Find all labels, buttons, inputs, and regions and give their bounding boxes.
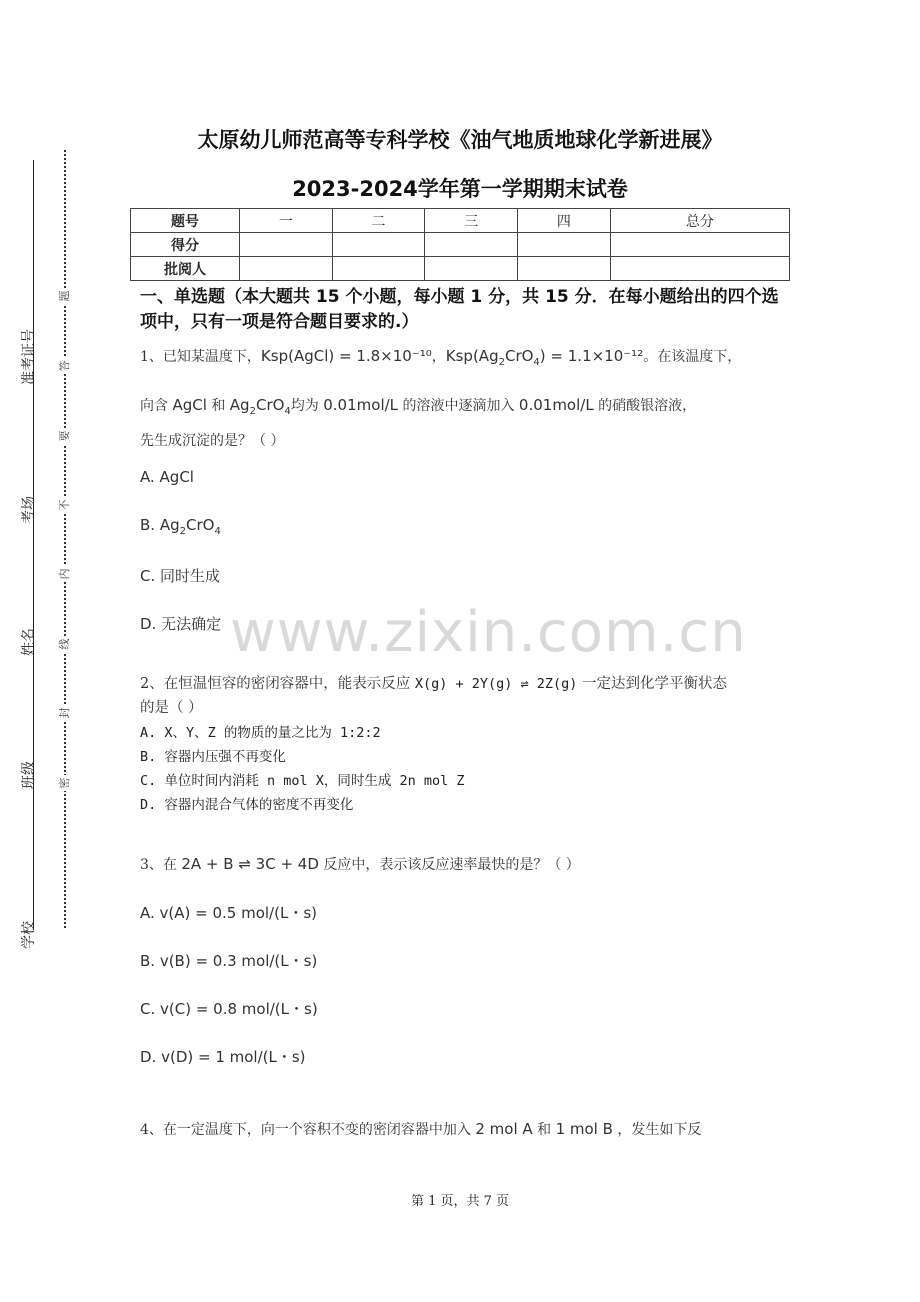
question-1-line-1 [140,346,800,368]
option-c[interactable]: C. v(C) = 0.8 mol/(L・s) [140,1000,318,1018]
score-table-header: 题号 [131,209,240,233]
seal-char: 答 [56,358,72,374]
score-cell[interactable] [610,233,789,257]
seal-char: 封 [56,705,72,721]
field-name-label: 姓名 [21,628,37,656]
score-cell[interactable] [240,257,333,281]
text: ， [431,349,446,365]
field-school-label: 学校 [21,921,37,949]
score-table-header: 二 [332,209,425,233]
score-table-row [131,257,790,281]
page-number: 第 1 页，共 7 页 [410,1194,510,1209]
option-b[interactable]: B. $Ag_2CrO_4$ [140,516,221,537]
question-1-line-2: 向含 AgCl 和 $Ag_2CrO_4$均为 0.01mol/L 的溶液中逐滴加入 0.01mol/L 的硝酸银溶液， [140,396,697,417]
field-class-label: 班级 [21,761,37,789]
option-c[interactable]: C. 单位时间内消耗 n mol X，同时生成 2n mol Z [140,773,465,789]
seal-char: 题 [56,288,72,304]
score-cell[interactable] [240,233,333,257]
score-cell[interactable] [425,257,518,281]
option-b[interactable]: B. v(B) = 0.3 mol/(L・s) [140,952,318,970]
seal-char: 线 [56,636,72,652]
text: 1、已知某温度下， [140,349,261,365]
question-3-stem: 3、在 2A + B ⇌ 3C + 4D 反应中，表示该反应速率最快的是？（ ） [140,855,580,873]
score-row-label: 批阅人 [131,257,240,281]
seal-dotted-line [64,150,66,928]
score-table-header: 总分 [610,209,789,233]
score-cell[interactable] [332,257,425,281]
ksp-ag2cro4: $Ksp(Ag_2CrO_4) = 1.1\times 10^{-12}$ [445,347,644,368]
question-2-stem-cont: 的是（ ） [140,700,203,716]
seal-char: 密 [56,775,72,791]
option-b[interactable]: B. 容器内压强不再变化 [140,749,286,765]
option-d[interactable]: D. 无法确定 [140,615,222,633]
score-cell[interactable] [518,233,611,257]
section-heading: 一、单选题（本大题共 15 个小题，每小题 1 分，共 15 分．在每小题给出的四个选项中，只有一项是符合题目要求的.） [140,287,779,332]
score-cell[interactable] [425,233,518,257]
option-d[interactable]: D. 容器内混合气体的密度不再变化 [140,797,354,813]
option-a[interactable]: A. AgCl [140,468,194,486]
score-cell[interactable] [518,257,611,281]
score-table [130,208,790,281]
exam-subtitle: 2023-2024学年第一学期期末试卷 [292,177,628,201]
option-a[interactable]: A. X、Y、Z 的物质的量之比为 1:2:2 [140,725,381,741]
option-c[interactable]: C. 同时生成 [140,567,221,585]
score-table-header: 四 [518,209,611,233]
field-exam-number-label: 准考证号 [21,329,37,385]
ksp-agcl: Ksp(AgCl) = 1.8×10⁻¹⁰ [260,347,432,365]
score-cell[interactable] [610,257,789,281]
question-4-stem: 4、在一定温度下，向一个容积不变的密闭容器中加入 2 mol A 和 1 mol B ，发生如下反 [140,1120,702,1138]
field-exam-room-label: 考场 [21,496,37,524]
option-a[interactable]: A. v(A) = 0.5 mol/(L・s) [140,904,317,922]
option-d[interactable]: D. v(D) = 1 mol/(L・s) [140,1048,306,1066]
exam-title: 太原幼儿师范高等专科学校《油气地质地球化学新进展》 [197,128,723,152]
question-1-line-3: 先生成沉淀的是？（ ） [140,433,285,449]
score-table-header-row [131,209,790,233]
score-table-row [131,233,790,257]
binding-line [33,160,34,930]
seal-char: 要 [56,428,72,444]
score-table-header: 一 [240,209,333,233]
text: 。在该温度下， [643,349,742,365]
seal-char: 不 [56,497,72,513]
score-row-label: 得分 [131,233,240,257]
seal-char: 内 [56,566,72,582]
question-2-stem: 2、在恒温恒容的密闭容器中，能表示反应 X(g) + 2Y(g) ⇌ 2Z(g) 一定达到化学平衡状态 [140,676,728,692]
score-cell[interactable] [332,233,425,257]
watermark: www.zixin.com.cn [230,600,747,665]
score-table-header: 三 [425,209,518,233]
